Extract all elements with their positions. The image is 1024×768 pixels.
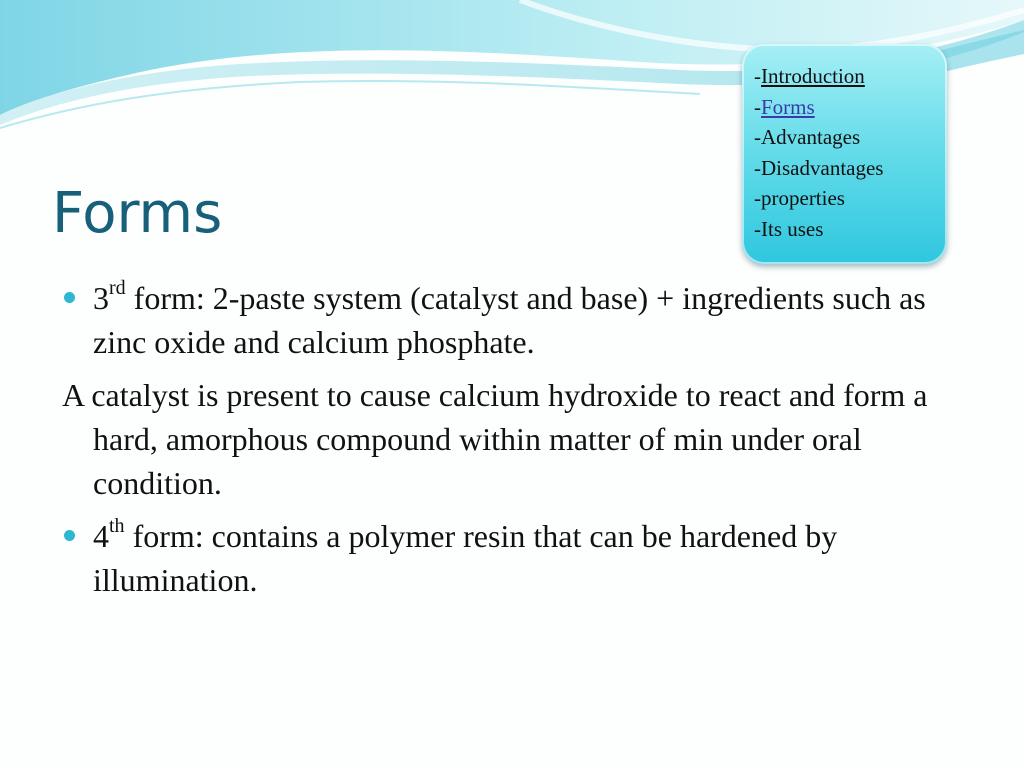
form-number: 4 <box>93 518 109 554</box>
ordinal-suffix: th <box>109 515 125 538</box>
section-nav-box <box>742 44 947 264</box>
nav-prefix: - <box>754 94 761 119</box>
slide-title: Forms <box>52 181 223 246</box>
nav-item-introduction[interactable] <box>754 61 947 92</box>
paragraph-catalyst <box>62 373 982 505</box>
bullet-text: form: contains a polymer resin that can be hardened by illumination. <box>93 518 838 598</box>
nav-item-its-uses <box>754 214 947 245</box>
nav-prefix: - <box>754 125 761 150</box>
nav-link-forms[interactable]: Forms <box>761 94 815 119</box>
nav-item-disadvantages <box>754 153 947 184</box>
bullet-item-fourth-form <box>62 514 982 602</box>
nav-prefix: - <box>754 155 761 180</box>
form-number: 3 <box>93 280 109 316</box>
bullet-text: form: 2-paste system (catalyst and base) + ingredients such as zinc oxide and calcium phosphate. <box>93 280 926 360</box>
nav-label-advantages: Advantages <box>761 125 861 150</box>
bullet-item-third-form <box>62 276 982 364</box>
nav-item-properties <box>754 183 947 214</box>
nav-prefix: - <box>754 64 761 88</box>
nav-prefix: - <box>754 186 761 211</box>
nav-label-disadvantages: Disadvantages <box>761 155 884 180</box>
nav-prefix: - <box>754 216 761 241</box>
paragraph-text: A catalyst is present to cause calcium hydroxide to react and form a hard, amorphous compound within matter of min under oral condition. <box>62 377 928 501</box>
nav-link-introduction[interactable]: Introduction <box>761 64 865 88</box>
nav-item-advantages <box>754 122 947 153</box>
ordinal-suffix: rd <box>109 277 126 300</box>
nav-item-forms[interactable] <box>754 92 947 123</box>
slide-body <box>62 276 982 602</box>
nav-label-properties: properties <box>761 186 845 211</box>
nav-label-its-uses: Its uses <box>761 216 824 241</box>
